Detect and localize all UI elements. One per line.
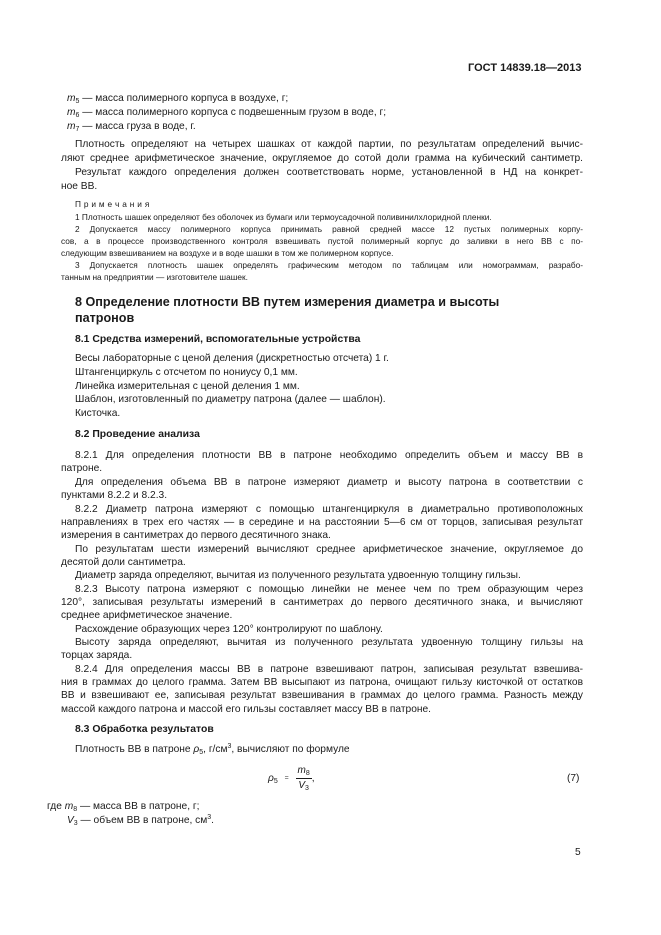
- paragraph-line: десятой доли сантиметра.: [61, 557, 186, 568]
- paragraph-line: пунктами 8.2.2 и 8.2.3.: [61, 490, 168, 501]
- formula-intro: Плотность ВВ в патроне $\rho_5$, $г/см^3$, вычисляют по формуле: [75, 743, 350, 756]
- subsection-heading: 8.2 Проведение анализа: [75, 429, 200, 440]
- equipment-item: Штангенциркуль с отсчетом по нониусу 0,1 мм.: [75, 367, 298, 378]
- paragraph-line: среднее арифметическое значение.: [61, 610, 233, 621]
- paragraph-line: 8.2.3 Высоту патрона измеряют с помощью линейки не менее чем по трем образующим через: [75, 584, 583, 595]
- paragraph-line: ляют среднее арифметическое значение, округляемое до сотой доли грамма на кубический сантиметр.: [61, 153, 583, 164]
- section-heading-cont: патронов: [75, 311, 135, 325]
- formula-where-line: где $m_8$ — масса ВВ в патроне, г;: [47, 801, 200, 813]
- paragraph-line: Диаметр заряда определяют, вычитая из полученного результата удвоенную толщину гильзы.: [75, 570, 521, 581]
- note-line: 1 Плотность шашек определяют без оболочек из бумаги или термоусадочной поливинилхлоридной пленки.: [75, 212, 492, 222]
- definition-m6: $m_6$ — масса полимерного корпуса с подвешенным грузом в воде, г;: [67, 107, 387, 119]
- paragraph-line: Плотность определяют на четырех шашках от каждой партии, по результатам определений вычис-: [75, 139, 583, 150]
- paragraph-line: ВВ и взвешивают ее, записывая результат взвешивания в граммах до целого грамма. Разность между: [61, 690, 583, 701]
- paragraph-line: Для определения объема ВВ в патроне измеряют диаметр и высоту патрона в соответствии с: [75, 477, 583, 488]
- paragraph-line: Высоту заряда определяют, вычитая из полученного результата удвоенную толщину гильзы на: [75, 637, 583, 648]
- section-heading: 8 Определение плотности ВВ путем измерения диаметра и высоты: [75, 295, 500, 309]
- notes-title: П р и м е ч а н и я: [75, 199, 150, 209]
- note-line: следующим взвешиванием на воздухе и в воде шашки в том же полимерном корпусе.: [61, 248, 394, 258]
- subsection-heading: 8.1 Средства измерений, вспомогательные устройства: [75, 334, 361, 345]
- definition-m5: $m_5$ — масса полимерного корпуса в воздухе, г;: [67, 93, 289, 105]
- paragraph-line: направлениях в трех его частях — в середине и на расстоянии 5—6 см от торцов, записывая результат: [61, 517, 583, 528]
- page-number: 5: [575, 847, 581, 858]
- formula-number: (7): [567, 773, 580, 784]
- paragraph-line: массой каждого патрона и массой его гильзы составляет массу ВВ в патроне.: [61, 704, 431, 715]
- paragraph-line: торцах заряда.: [61, 650, 133, 661]
- paragraph-line: 8.2.4 Для определения массы ВВ в патроне взвешивают патрон, записывая результат взвешива-: [75, 664, 583, 675]
- paragraph-line: патроне.: [61, 463, 103, 474]
- formula-where-line: $V_3$ — объем ВВ в патроне, $см^3$.: [67, 814, 214, 827]
- formula-equals: =: [284, 775, 289, 782]
- paragraph-line: 8.2.2 Диаметр патрона измеряют с помощью штангенциркуля в диаметрально противоположных: [75, 504, 583, 515]
- formula-fraction: $\frac{m_8}{V_3}$: [297, 765, 310, 792]
- subsection-heading: 8.3 Обработка результатов: [75, 724, 214, 735]
- paragraph-line: 120°, записывая результаты измерений в сантиметрах до первого десятичного знака, и вычисляют: [61, 597, 583, 608]
- note-line: 2 Допускается массу полимерного корпуса принимать равной средней массе 12 пустых полимерных корпу-: [75, 224, 583, 234]
- standard-header: ГОСТ 14839.18—2013: [468, 62, 582, 74]
- paragraph-line: ное ВВ.: [61, 181, 98, 192]
- note-line: танным на предприятии — изготовителе шашек.: [61, 272, 248, 282]
- paragraph-line: Результат каждого определения должен соответствовать норме, установленной в НД на конкрет-: [75, 167, 583, 178]
- formula-lhs: ρ: [268, 773, 274, 785]
- equipment-item: Весы лабораторные с ценой деления (дискретностью отсчета) 1 г.: [75, 353, 389, 364]
- definition-m7: $m_7$ — масса груза в воде, г.: [67, 121, 196, 133]
- equipment-item: Линейка измерительная с ценой деления 1 мм.: [75, 381, 300, 392]
- paragraph-line: ния в граммах до целого грамма. Затем ВВ высыпают из патрона, очищают гильзу кисточкой от остатков: [61, 677, 583, 688]
- formula: $\rho_5$ = $\frac{m_8}{V_3}$ ,: [268, 765, 315, 792]
- paragraph-line: Расхождение образующих через 120° контролируют по шаблону.: [75, 624, 383, 635]
- equipment-item: Кисточка.: [75, 408, 121, 419]
- note-line: сов, а в процессе производственного контроля взвешивать пустой полимерный корпус до заливки в него ВВ с по-: [61, 236, 583, 246]
- equipment-item: Шаблон, изготовленный по диаметру патрона (далее — шаблон).: [75, 394, 386, 405]
- paragraph-line: По результатам шести измерений вычисляют среднее арифметическое значение, округляемое до: [75, 544, 583, 555]
- paragraph-line: 8.2.1 Для определения плотности ВВ в патроне необходимо определить объем и массу ВВ в: [75, 450, 583, 461]
- paragraph-line: измерения в сантиметрах до первого десятичного знака.: [61, 530, 331, 541]
- note-line: 3 Допускается плотность шашек определять графическим методом по таблицам или номограммам, разрабо-: [75, 260, 583, 270]
